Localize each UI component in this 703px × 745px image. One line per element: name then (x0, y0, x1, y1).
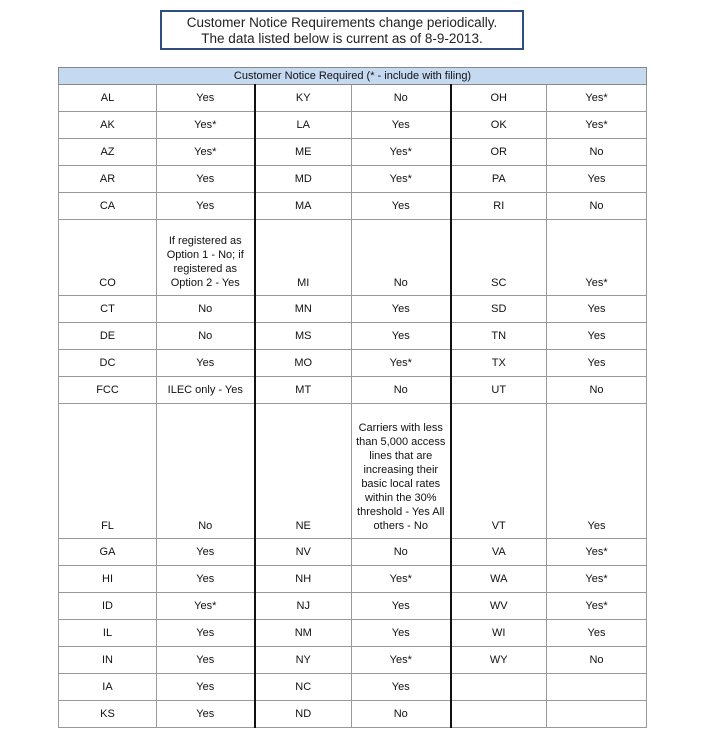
state-cell: LA (255, 112, 352, 139)
state-cell: DC (59, 350, 157, 377)
table-row (59, 674, 647, 701)
requirement-cell: No (547, 377, 647, 404)
state-cell: OR (451, 139, 547, 166)
requirement-cell: No (352, 220, 451, 296)
state-cell: PA (451, 166, 547, 193)
state-cell: OK (451, 112, 547, 139)
state-cell: MA (255, 193, 352, 220)
state-cell: IN (59, 647, 157, 674)
table-row (59, 539, 647, 566)
table-row (59, 220, 647, 296)
requirement-cell: Yes (352, 193, 451, 220)
state-cell: NE (255, 404, 352, 539)
requirement-cell (547, 674, 647, 701)
state-cell (451, 674, 547, 701)
requirement-cell: Carriers with less than 5,000 access lines that are increasing their basic local rates within the 30% threshold - Yes All others - No (352, 404, 451, 539)
requirement-cell: Yes (157, 647, 255, 674)
state-cell: NV (255, 539, 352, 566)
state-cell: AL (59, 85, 157, 112)
notice-box (160, 10, 524, 50)
state-cell: WA (451, 566, 547, 593)
state-cell: RI (451, 193, 547, 220)
state-cell: MD (255, 166, 352, 193)
state-cell: IA (59, 674, 157, 701)
state-cell: KY (255, 85, 352, 112)
requirement-cell: Yes* (157, 593, 255, 620)
table-row (59, 350, 647, 377)
state-cell: ND (255, 701, 352, 728)
requirement-cell: Yes (352, 296, 451, 323)
state-cell: VA (451, 539, 547, 566)
state-cell: AK (59, 112, 157, 139)
table-row (59, 323, 647, 350)
state-cell: MS (255, 323, 352, 350)
customer-notice-table (58, 67, 647, 728)
requirement-cell: Yes (157, 539, 255, 566)
requirement-cell: Yes* (157, 139, 255, 166)
state-cell: WI (451, 620, 547, 647)
requirement-cell: Yes* (352, 566, 451, 593)
table-row (59, 166, 647, 193)
table-row (59, 647, 647, 674)
requirement-cell: Yes (547, 620, 647, 647)
state-cell: MT (255, 377, 352, 404)
table-row (59, 593, 647, 620)
state-cell: ME (255, 139, 352, 166)
requirement-cell: Yes* (547, 566, 647, 593)
requirement-cell: Yes* (157, 112, 255, 139)
requirement-cell: No (547, 139, 647, 166)
table-row (59, 139, 647, 166)
table-row (59, 85, 647, 112)
requirement-cell: Yes (157, 566, 255, 593)
table-row (59, 566, 647, 593)
requirement-cell: Yes* (352, 647, 451, 674)
state-cell: AZ (59, 139, 157, 166)
requirement-cell: ILEC only - Yes (157, 377, 255, 404)
requirement-cell: Yes* (352, 350, 451, 377)
requirement-cell: Yes (352, 674, 451, 701)
notice-line-2: The data listed below is current as of 8-9-2013. (201, 31, 483, 46)
table-row (59, 377, 647, 404)
state-cell: HI (59, 566, 157, 593)
state-cell: FCC (59, 377, 157, 404)
state-cell: FL (59, 404, 157, 539)
table-row (59, 112, 647, 139)
requirement-cell: No (547, 193, 647, 220)
requirement-cell: If registered as Option 1 - No; if registered as Option 2 - Yes (157, 220, 255, 296)
requirement-cell: Yes (157, 85, 255, 112)
table-row (59, 404, 647, 539)
state-cell: VT (451, 404, 547, 539)
state-cell: NJ (255, 593, 352, 620)
requirement-cell: No (352, 701, 451, 728)
state-cell: OH (451, 85, 547, 112)
requirement-cell: Yes (547, 166, 647, 193)
requirement-cell: Yes* (547, 112, 647, 139)
table-row (59, 193, 647, 220)
state-cell: AR (59, 166, 157, 193)
requirement-cell: Yes* (547, 593, 647, 620)
requirement-cell: No (157, 296, 255, 323)
state-cell (451, 701, 547, 728)
requirement-cell: Yes (547, 404, 647, 539)
requirement-cell: Yes (157, 620, 255, 647)
requirement-cell: No (352, 539, 451, 566)
requirement-cell: Yes* (352, 139, 451, 166)
requirement-cell: Yes* (547, 85, 647, 112)
state-cell: NY (255, 647, 352, 674)
state-cell: MI (255, 220, 352, 296)
requirement-cell: Yes (547, 350, 647, 377)
state-cell: NC (255, 674, 352, 701)
requirement-cell: No (547, 647, 647, 674)
requirement-cell: Yes* (352, 166, 451, 193)
requirement-cell: No (352, 85, 451, 112)
requirement-cell: Yes (352, 593, 451, 620)
state-cell: TX (451, 350, 547, 377)
state-cell: TN (451, 323, 547, 350)
state-cell: KS (59, 701, 157, 728)
requirement-cell (547, 701, 647, 728)
requirement-cell: No (157, 323, 255, 350)
requirement-cell: Yes (352, 112, 451, 139)
state-cell: DE (59, 323, 157, 350)
state-cell: ID (59, 593, 157, 620)
state-cell: MN (255, 296, 352, 323)
requirement-cell: Yes* (547, 539, 647, 566)
state-cell: UT (451, 377, 547, 404)
table-body (59, 85, 647, 728)
state-cell: NM (255, 620, 352, 647)
requirement-cell: Yes (157, 193, 255, 220)
requirement-cell: Yes (157, 166, 255, 193)
table-row (59, 296, 647, 323)
requirement-cell: Yes (547, 296, 647, 323)
state-cell: CO (59, 220, 157, 296)
state-cell: CT (59, 296, 157, 323)
requirement-cell: Yes* (547, 220, 647, 296)
requirement-cell: Yes (352, 323, 451, 350)
requirement-cell: Yes (157, 701, 255, 728)
state-cell: CA (59, 193, 157, 220)
state-cell: GA (59, 539, 157, 566)
table-row (59, 701, 647, 728)
requirement-cell: Yes (157, 674, 255, 701)
state-cell: SD (451, 296, 547, 323)
state-cell: MO (255, 350, 352, 377)
state-cell: SC (451, 220, 547, 296)
state-cell: WY (451, 647, 547, 674)
requirement-cell: Yes (352, 620, 451, 647)
requirement-cell: No (352, 377, 451, 404)
requirement-cell: Yes (547, 323, 647, 350)
notice-line-1: Customer Notice Requirements change periodically. (186, 15, 498, 30)
requirement-cell: No (157, 404, 255, 539)
table-row (59, 620, 647, 647)
state-cell: WV (451, 593, 547, 620)
table-header: Customer Notice Required (* - include with filing) (59, 68, 647, 85)
state-cell: NH (255, 566, 352, 593)
requirement-cell: Yes (157, 350, 255, 377)
state-cell: IL (59, 620, 157, 647)
